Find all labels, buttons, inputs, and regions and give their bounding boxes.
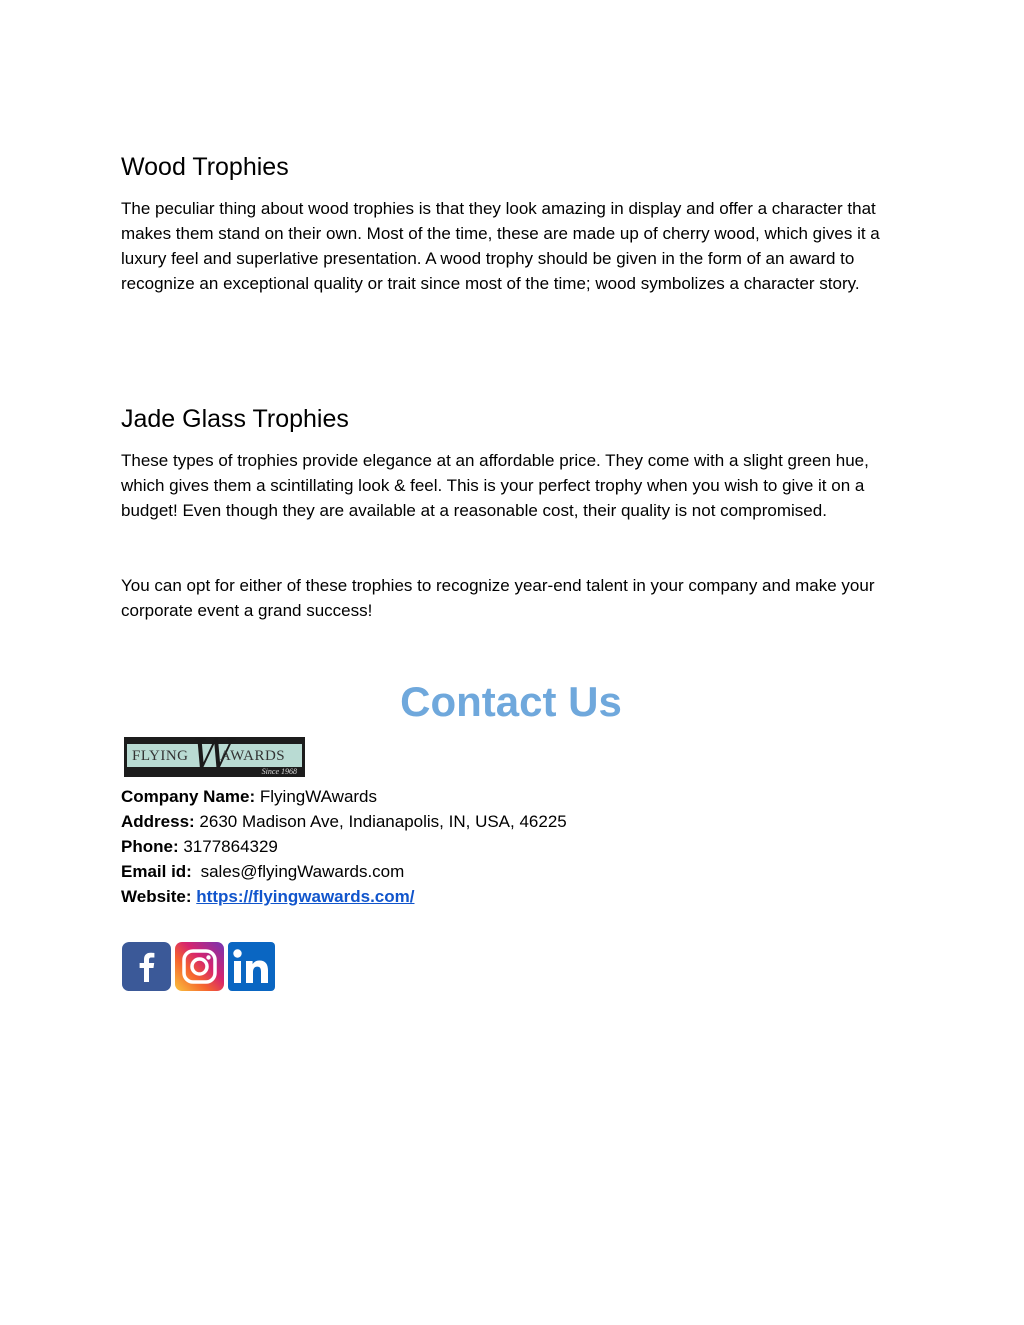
wood-trophies-paragraph: The peculiar thing about wood trophies is that they look amazing in display and offer a character that makes them stand on their own. Most of the time, these are made up of cherry wood, which gives it a luxury feel and superlative presentation. A wood trophy should be given in the form of an award to recognize an exceptional quality or trait since most of the time; wood symbolizes a character story.	[121, 199, 880, 293]
flying-w-awards-logo	[124, 732, 305, 778]
logo-since: Since 1968	[261, 767, 297, 776]
company-name-label: Company Name:	[121, 787, 256, 806]
email-line	[121, 859, 404, 884]
jade-glass-trophies-heading: Jade Glass Trophies	[121, 405, 349, 433]
company-name-line	[121, 784, 377, 809]
linkedin-icon[interactable]	[228, 942, 275, 991]
logo-text-left: FLYING	[132, 748, 189, 764]
email-value: sales@flyingWawards.com	[200, 862, 405, 881]
instagram-icon[interactable]	[175, 942, 224, 991]
phone-value: 3177864329	[183, 837, 278, 856]
contact-us-heading: Contact Us	[400, 678, 622, 725]
jade-glass-trophies-paragraph: These types of trophies provide elegance at an affordable price. They come with a slight green hue, which gives them a scintillating look & feel. This is your perfect trophy when you wish to give it on a budget! Even though they are available at a reasonable cost, their quality is not compromised.	[121, 451, 869, 520]
phone-line	[121, 834, 278, 859]
website-line	[121, 884, 414, 909]
company-name-value: FlyingWAwards	[259, 787, 378, 806]
address-label: Address:	[121, 812, 195, 831]
address-value: 2630 Madison Ave, Indianapolis, IN, USA, 46225	[199, 812, 567, 831]
logo-text-right: AWARDS	[220, 748, 286, 764]
email-label: Email id:	[121, 862, 192, 881]
logo-w-mark: W	[192, 732, 234, 778]
website-label: Website:	[121, 887, 192, 906]
phone-label: Phone:	[121, 837, 179, 856]
closing-paragraph: You can opt for either of these trophies to recognize year-end talent in your company and make your corporate event a grand success!	[121, 576, 875, 620]
facebook-icon[interactable]	[122, 942, 171, 991]
website-link[interactable]: https://flyingwawards.com/	[196, 887, 415, 906]
address-line	[121, 809, 567, 834]
wood-trophies-heading: Wood Trophies	[121, 153, 289, 181]
